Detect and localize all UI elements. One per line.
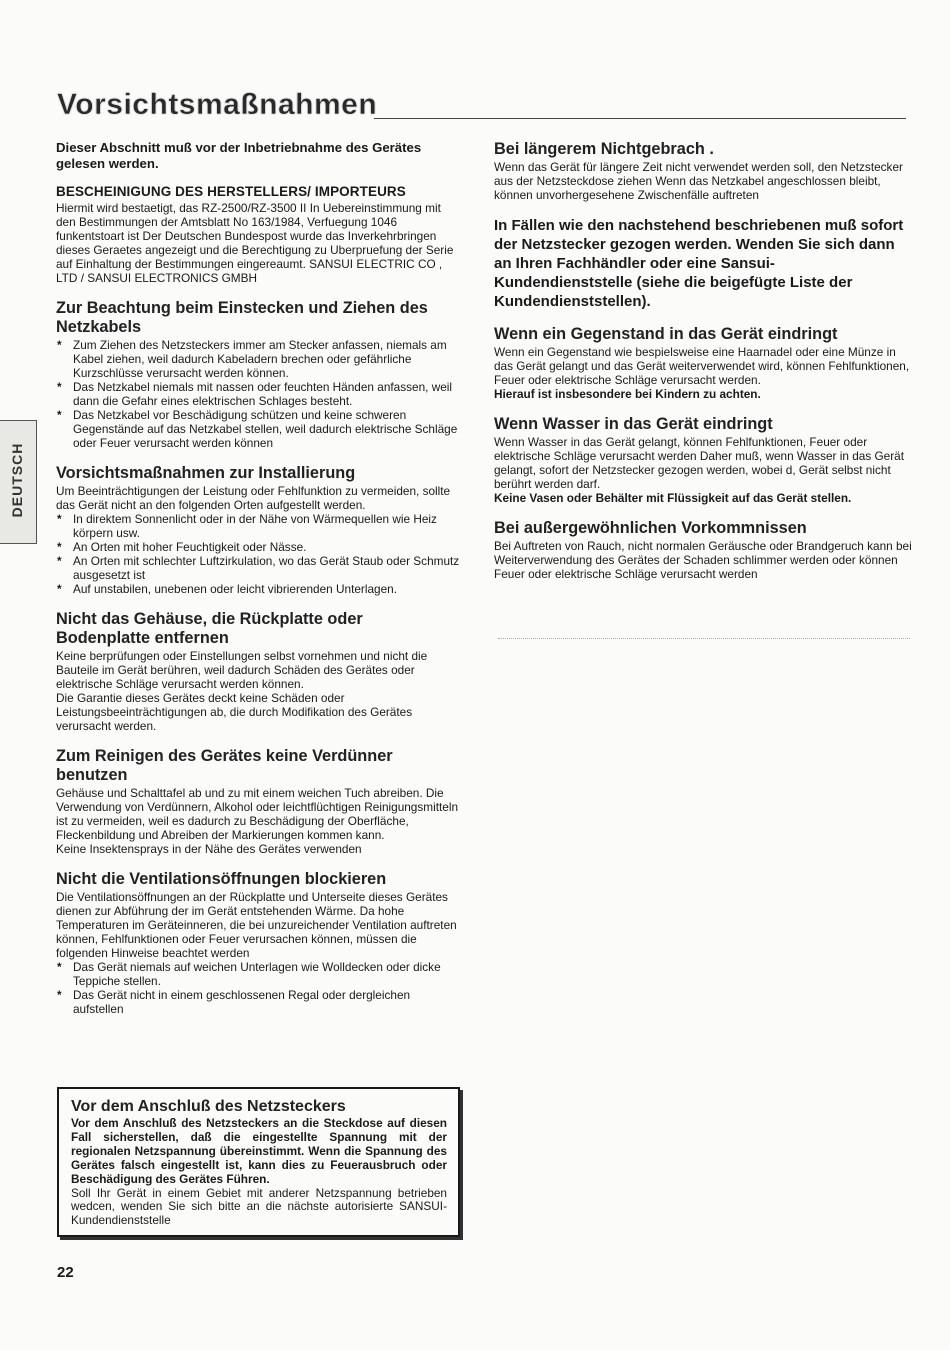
page-title: Vorsichtsmaßnahmen: [57, 88, 378, 121]
left-column: [56, 140, 461, 1030]
long-unused-section: [494, 140, 912, 202]
title-rule: [374, 118, 906, 119]
water-enters-warning: Keine Vasen oder Behälter mit Flüssigkeit auf das Gerät stellen.: [494, 491, 852, 505]
plug-notice-warning: Vor dem Anschluß des Netzsteckers an die Steckdose auf diesen Fall sicherstellen, daß die eingestellte Spannung mit der regionalen Netzspannung übereinstimmt. Wenn die Spannung des Gerätes falsch eingestellt ist, kann dies zu Feuerausbruch oder Beschädigung des Gerätes Führen.: [71, 1116, 447, 1186]
cleaning-text: Gehäuse und Schalttafel ab und zu mit einem weichen Tuch abreiben. Die Verwendung von Verdünnern, Alkohol oder leichtflüchtigen Reinigungsmitteln ist zu vermeiden, weil es dadurch zu Beschädigung der Oberfläche, Fleckenbildung und Abreiben der Markierungen kommen kann.: [56, 786, 459, 842]
list-item: * Das Netzkabel vor Beschädigung schützen und keine schweren Gegenstände auf das Netzkabel stellen, weil dadurch elektrische Schläge oder Feuer verursacht werden können: [56, 408, 461, 450]
ventilation-list: [56, 960, 461, 1016]
certification-section: [56, 184, 461, 285]
plug-notice-heading: Vor dem Anschluß des Netzsteckers: [71, 1098, 346, 1115]
cleaning-heading: Zum Reinigen des Gerätes keine Verdünner benutzen: [56, 747, 393, 784]
list-item: * Das Netzkabel niemals mit nassen oder feuchten Händen anfassen, weil dann die Gefahr eines elektrischen Schlages besteht.: [56, 380, 461, 408]
dealer-notice: In Fällen wie den nachstehend beschriebenen muß sofort der Netzstecker gezogen werden. Wenden Sie sich dann an Ihren Fachhändler oder eine Sansui-Kundendienststelle (siehe die beigefügte Liste der Kundendienststellen).: [494, 217, 904, 310]
list-item: * Zum Ziehen des Netzsteckers immer am Stecker anfassen, niemals am Kabel ziehen, weil dadurch Kabeladern brechen oder gefährliche Kurzschlüsse verursacht werden können.: [56, 338, 461, 380]
list-item: * An Orten mit schlechter Luftzirkulation, wo das Gerät Staub oder Schmutz ausgesetzt ist: [56, 554, 461, 582]
plug-notice-box: [57, 1087, 460, 1237]
long-unused-heading: Bei längerem Nichtgebrach .: [494, 140, 714, 158]
right-column: [494, 140, 912, 595]
housing-warranty-text: Die Garantie dieses Gerätes deckt keine Schäden oder Leistungsbeeinträchtigungen ab, die durch Modifikation des Gerätes verursacht werden.: [56, 691, 413, 733]
certification-heading: BESCHEINIGUNG DES HERSTELLERS/ IMPORTEURS: [56, 184, 406, 199]
certification-text: Hiermit wird bestaetigt, das RZ-2500/RZ-3500 II In Uebereinstimmung mit den Bestimmungen der Amtsblatt No 163/1984, Verfuegung 1046 funkentstoart ist Der Deutschen Bundespost wurde das Inverkehrbringen dieses Geraetes angezeigt und die Berechtigung zu Uberpruefung der Serie auf Einhaltung der Bestimmungen eingereaumt. SANSUI ELECTRIC CO , LTD / SANSUI ELECTRONICS GMBH: [56, 201, 454, 285]
unusual-heading: Bei außergewöhnlichen Vorkommnissen: [494, 519, 807, 537]
list-item: * An Orten mit hoher Feuchtigkeit oder Nässe.: [56, 540, 461, 554]
object-enters-text: Wenn ein Gegenstand wie bespielsweise eine Haarnadel oder eine Münze in das Gerät gelangt und das Gerät weiterverwendet wird, können Fehlfunktionen, Feuer oder elektrische Schläge verursacht werden.: [494, 345, 910, 387]
object-enters-section: [494, 325, 912, 401]
installation-heading: Vorsichtsmaßnahmen zur Installierung: [56, 464, 356, 482]
plug-notice-text: Soll Ihr Gerät in einem Gebiet mit anderer Netzspannung betrieben wedcen, wenden Sie sich bitte an die nächste autorisierte SANSUI-Kundendienststelle: [71, 1185, 447, 1228]
intro-text: Dieser Abschnitt muß vor der Inbetriebnahme des Gerätes gelesen werden.: [56, 140, 422, 171]
cleaning-spray-text: Keine Insektensprays in der Nähe des Gerätes verwenden: [56, 842, 362, 856]
language-tab-label: DEUTSCH: [9, 442, 25, 518]
object-enters-warning: Hierauf ist insbesondere bei Kindern zu achten.: [494, 387, 761, 401]
list-item: * In direktem Sonnenlicht oder in der Nähe von Wärmequellen wie Heiz körpern usw.: [56, 512, 461, 540]
water-enters-text: Wenn Wasser in das Gerät gelangt, können Fehlfunktionen, Feuer oder elektrische Schläge verursacht werden Daher muß, wenn Wasser in das Gerät gelangt, sofort der Netzstecker gezogen werden, wobei d, Gerät selbst nicht berührt werden darf.: [494, 435, 905, 491]
object-enters-heading: Wenn ein Gegenstand in das Gerät eindringt: [494, 325, 838, 343]
ventilation-heading: Nicht die Ventilationsöffnungen blockieren: [56, 870, 387, 888]
power-cord-list: [56, 338, 461, 450]
power-cord-section: [56, 299, 461, 450]
unusual-section: [494, 519, 912, 581]
long-unused-text: Wenn das Gerät für längere Zeit nicht verwendet werden soll, den Netzstecker aus der Netzsteckdose ziehen Wenn das Netzkabel angeschlossen bleibt, können unvorhergesehene Zwischenfälle auftreten: [494, 160, 903, 202]
list-item: * Das Gerät niemals auf weichen Unterlagen wie Wolldecken oder dicke Teppiche stellen.: [56, 960, 461, 988]
cleaning-section: [56, 747, 461, 856]
ventilation-section: [56, 870, 461, 1016]
ventilation-text: Die Ventilationsöffnungen an der Rückplatte und Unterseite dieses Gerätes dienen zur Abführung der im Gerät entstehenden Wärme. Da hohe Temperaturen im Geräteinneren, die bei unzureichender Ventilation auftreten können, Fehlfunktionen oder Feuer verursachen können, müssen die folgenden Hinweise beachtet werden: [56, 890, 457, 960]
list-item: * Das Gerät nicht in einem geschlossenen Regal oder dergleichen aufstellen: [56, 988, 461, 1016]
installation-text: Um Beeinträchtigungen der Leistung oder Fehlfunktion zu vermeiden, sollte das Gerät nicht an den folgenden Orten aufgestellt werden.: [56, 484, 451, 512]
installation-section: [56, 464, 461, 596]
housing-text: Keine berprüfungen oder Einstellungen selbst vornehmen und nicht die Bauteile im Gerät berühren, weil dadurch Schäden des Gerätes oder elektrische Schläge verursacht werden können.: [56, 649, 428, 691]
housing-heading: Nicht das Gehäuse, die Rückplatte oder Bodenplatte entfernen: [56, 610, 363, 647]
dotted-divider: [498, 638, 910, 639]
list-item: * Auf unstabilen, unebenen oder leicht vibrierenden Unterlagen.: [56, 582, 461, 596]
housing-section: [56, 610, 461, 733]
unusual-text: Bei Auftreten von Rauch, nicht normalen Geräusche oder Brandgeruch kann bei Weiterverwendung des Gerätes der Schaden schlimmer werden oder können Feuer oder elektrische Schläge verursacht werden: [494, 539, 912, 581]
installation-list: [56, 512, 461, 596]
power-cord-heading: Zur Beachtung beim Einstecken und Ziehen des Netzkabels: [56, 299, 428, 336]
water-enters-section: [494, 415, 912, 505]
page-number: 22: [57, 1264, 74, 1281]
water-enters-heading: Wenn Wasser in das Gerät eindringt: [494, 415, 773, 433]
